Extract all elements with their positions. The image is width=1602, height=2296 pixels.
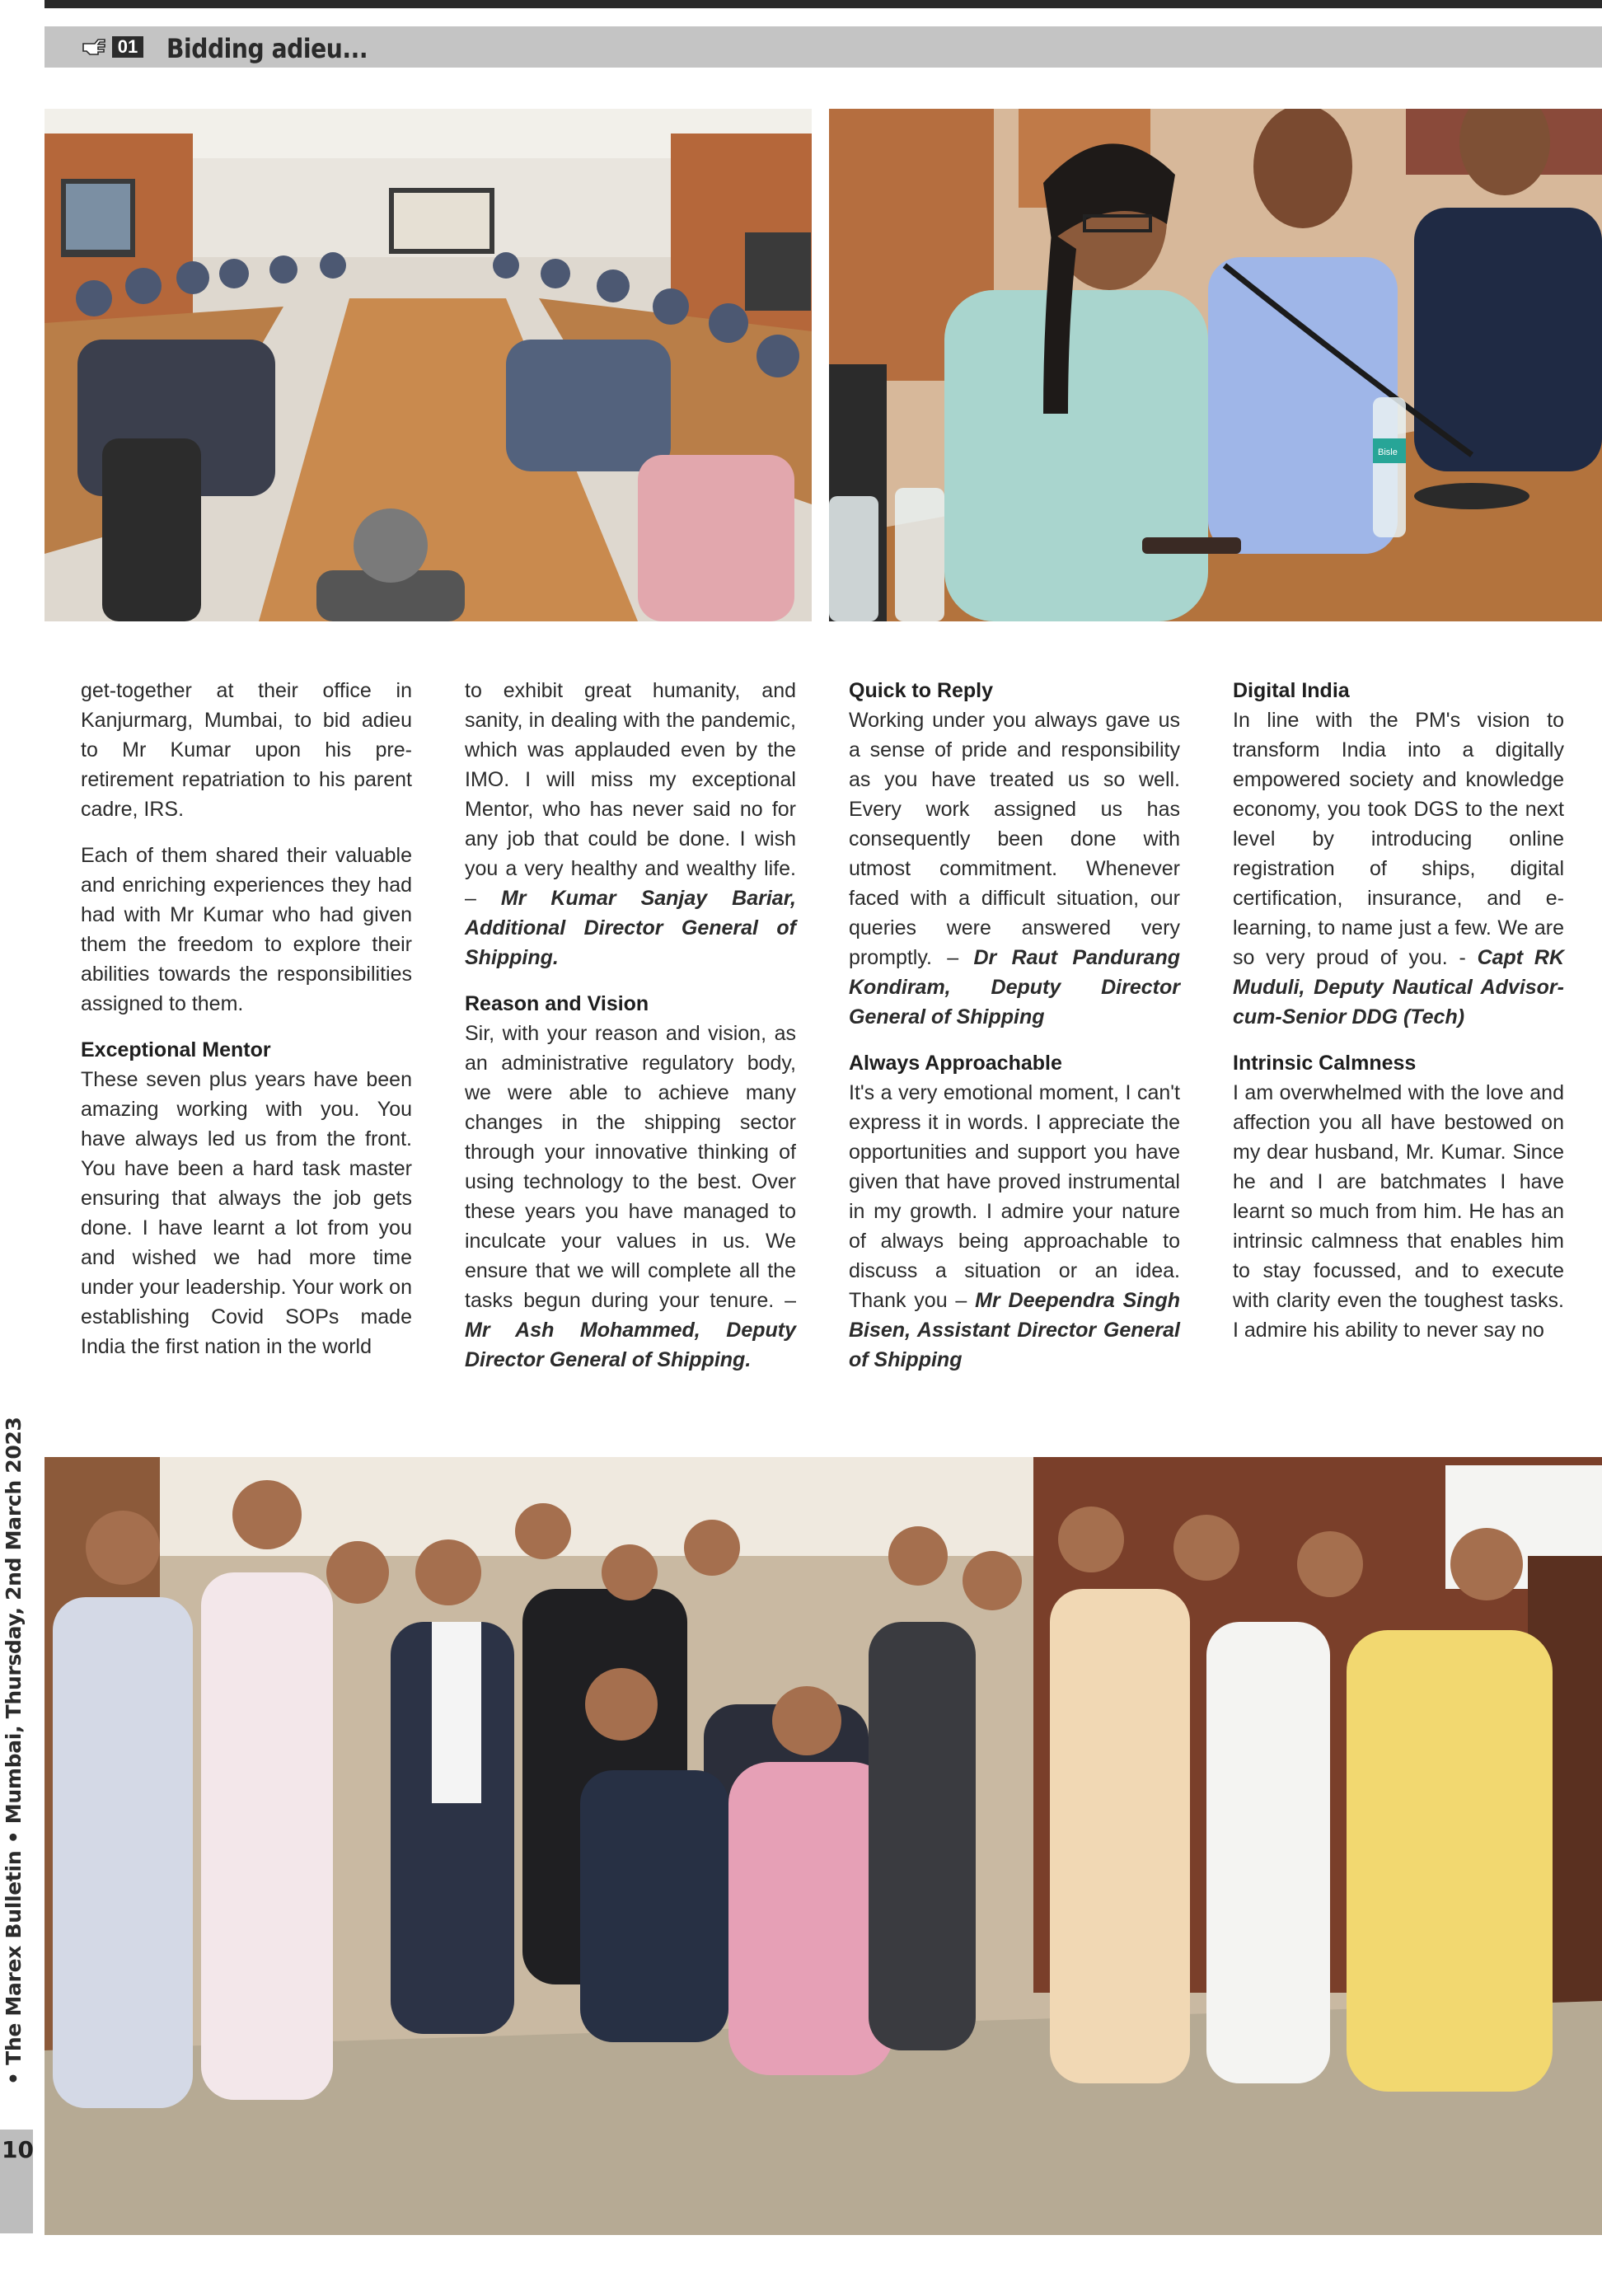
subheading-reason-and-vision: Reason and Vision — [465, 992, 649, 1015]
paragraph-text: It's a very emotional moment, I can't express it in words. I appreciate the opportunities and support you have given that have proved instrumental in my growth. I admire your nature of always being approachable to discuss a situation or an idea. Thank you – — [849, 1081, 1180, 1312]
paragraph-text: In line with the PM's vision to transform India into a digitally empowered society and knowledge economy, you took DGS to the next level by introducing online registration of ships, digital certification, insurance, and e-learning, to name just a few. We are so very proud of you. - — [1233, 709, 1564, 969]
paragraph-text: Working under you always gave us a sense of pride and responsibility as you have treated us so well. Every work assigned us has consequently been done with utmost commitment. Whenever faced with a difficult situation, our queries were answered very promptly. – — [849, 709, 1180, 969]
bottle-label-text: Bisle — [1378, 447, 1398, 457]
paragraph: I am overwhelmed with the love and affection you all have bestowed on my dear husband, Mr. Kumar. Since he and I are batchmates I have learnt so much from him. He has an intrinsic calmness that enables him to stay focussed, and to execute with clarity even the toughest tasks. I admire his ability to never say no — [1233, 1081, 1564, 1342]
page-number-box — [0, 2130, 33, 2233]
section-number: 01 — [112, 36, 143, 58]
section-title: Bidding adieu... — [166, 33, 368, 64]
paragraph — [1233, 705, 1564, 1032]
running-head: • The Marex Bulletin • Mumbai, Thursday, 2nd March 2023 — [2, 1417, 26, 2085]
speaker-photo — [829, 109, 1602, 621]
subheading-intrinsic-calmness: Intrinsic Calmness — [1233, 1052, 1417, 1075]
paragraph-text: to exhibit great humanity, and sanity, in dealing with the pandemic, which was applauded even by the IMO. I will miss my exceptional Mentor, who has never said no for any job that could be done. I wish you a very healthy and wealthy life. – — [465, 679, 796, 910]
signature: Capt RK Muduli, Deputy Nautical Advisor-cum-Senior DDG (Tech) — [1233, 946, 1565, 1029]
signature: Mr Ash Mohammed, Deputy Director General of Shipping. — [465, 1319, 796, 1371]
subheading-digital-india: Digital India — [1233, 679, 1350, 702]
pointing-hand-icon — [82, 37, 107, 55]
paragraph — [849, 1078, 1180, 1375]
paragraph — [849, 705, 1180, 1032]
paragraph — [465, 1019, 796, 1375]
top-rule — [44, 0, 1602, 8]
group-photo — [44, 1457, 1602, 2235]
article-column-3 — [849, 676, 1180, 1391]
conference-room-photo — [44, 109, 812, 621]
subheading-exceptional-mentor: Exceptional Mentor — [81, 1038, 271, 1061]
paragraph — [465, 676, 796, 972]
signature: Mr Kumar Sanjay Bariar, Additional Director General of Shipping. — [465, 887, 796, 969]
page-number: 10 — [2, 2136, 34, 2163]
subheading-quick-to-reply: Quick to Reply — [849, 679, 994, 702]
paragraph-text: Sir, with your reason and vision, as an administrative regulatory body, we were able to achieve many changes in the shipping sector through your innovative thinking of using technology to the best. Over these years you have managed to inculcate your values in us. We ensure that we will complete all the tasks begun during your tenure. – — [465, 1022, 796, 1312]
paragraph: Each of them shared their valuable and enriching experiences they had had with Mr Kumar who had given them the freedom to explore their abilities towards the responsibilities assigned to them. — [81, 844, 412, 1015]
signature: Dr Raut Pandurang Kondiram, Deputy Director General of Shipping — [849, 946, 1180, 1029]
subheading-always-approachable: Always Approachable — [849, 1052, 1062, 1075]
paragraph: These seven plus years have been amazing working with you. You have always led us from the front. You have been a hard task master ensuring that always the job gets done. I have learnt a lot from you and wished we had more time under your leadership. Your work on establishing Covid SOPs made India the first nation in the world — [81, 1068, 412, 1358]
article-column-4 — [1233, 676, 1564, 1361]
article-column-2 — [465, 676, 796, 1391]
paragraph: get-together at their office in Kanjurmarg, Mumbai, to bid adieu to Mr Kumar upon his pre-retirement repatriation to his parent cadre, IRS. — [81, 679, 412, 821]
signature: Mr Deependra Singh Bisen, Assistant Director General of Shipping — [849, 1289, 1181, 1371]
article-column-1 — [81, 676, 412, 1378]
